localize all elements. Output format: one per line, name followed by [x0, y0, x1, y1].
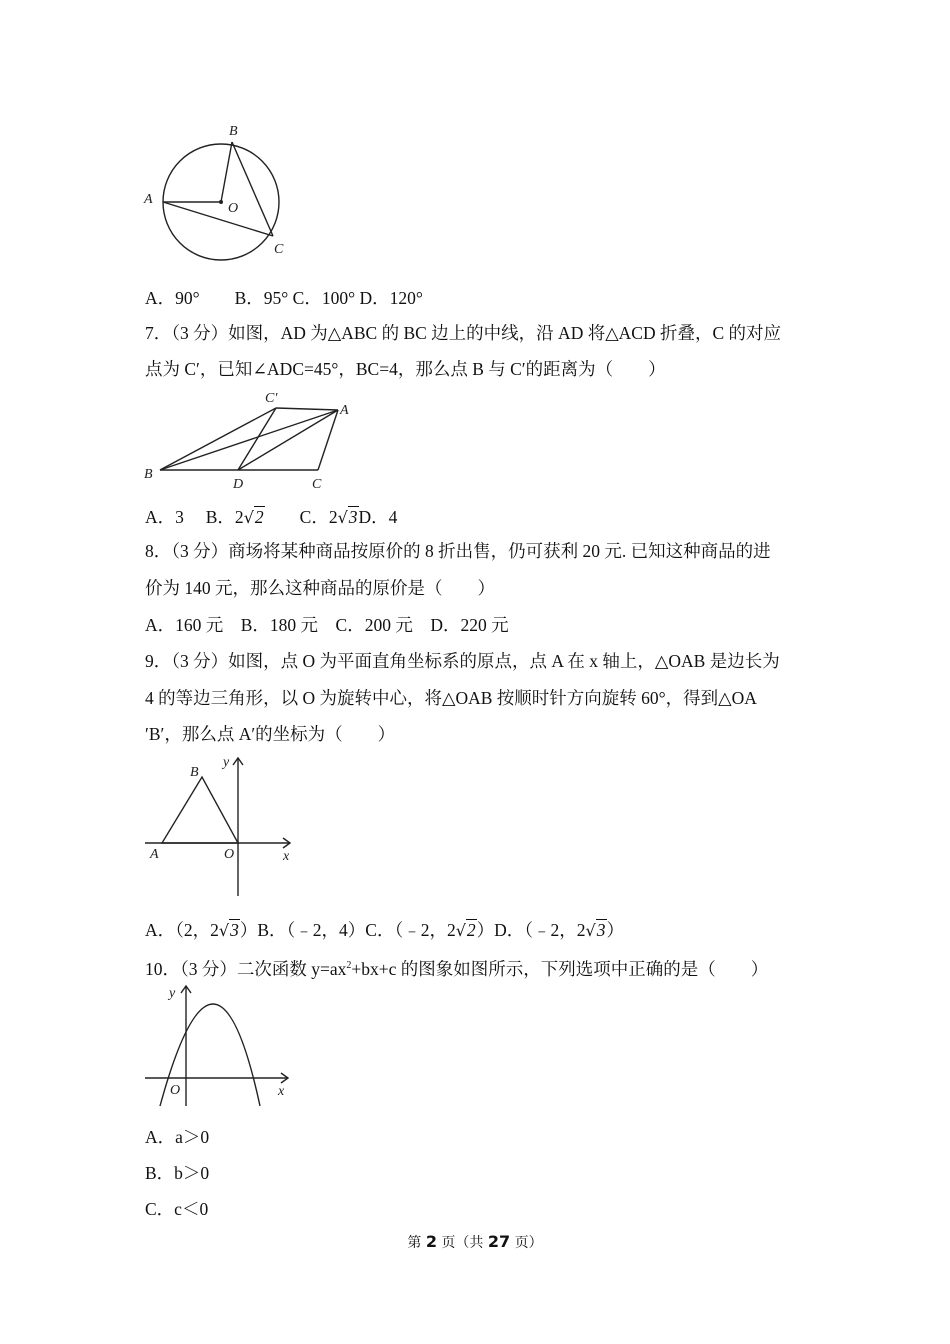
- q10-line: 10．（3 分）二次函数 $y=ax^2+bx+c$ 的图象如图所示，下列选项中正确的是（ ）: [145, 958, 769, 979]
- q9-line1: 9．（3 分）如图，点 O 为平面直角坐标系的原点，点 A 在 x 轴上，△OAB 是边长为: [145, 651, 780, 671]
- label-a: A: [150, 847, 159, 862]
- label-a: A: [340, 403, 349, 418]
- q7-triangle-figure: [140, 386, 370, 496]
- sqrt-three: √3: [218, 920, 239, 940]
- label-o: O: [224, 847, 235, 862]
- q9-opt-end: ）: [606, 920, 624, 940]
- q7-opt-ab: A．3 B．2: [145, 507, 244, 527]
- q7-opt-c: C．2: [264, 507, 338, 527]
- q9-coordinate-figure: [140, 750, 300, 900]
- sqrt-three: √3: [585, 920, 606, 940]
- page-number: 2: [425, 1232, 437, 1251]
- label-a: A: [144, 192, 153, 207]
- q6-circle-figure: [140, 118, 300, 278]
- q10-option-a: A．a＞0: [145, 1127, 210, 1147]
- q8-line2: 价为 140 元，那么这种商品的原价是（ ）: [145, 578, 495, 598]
- label-o: O: [228, 201, 239, 216]
- q9-opt-d: ）D．（﹣2，2: [476, 920, 586, 940]
- sqrt-three: √3: [337, 507, 358, 527]
- page-footer: 第 2 页（共 27 页）: [407, 1232, 543, 1251]
- sqrt-two: √2: [455, 920, 476, 940]
- label-x: x: [278, 1084, 285, 1099]
- sqrt-two: √2: [243, 507, 264, 527]
- label-b: B: [229, 124, 238, 139]
- label-o: O: [170, 1083, 181, 1098]
- label-c: C: [274, 242, 284, 257]
- q9-opt-bc: ）B．（﹣2，4）C．（﹣2，2: [239, 920, 456, 940]
- label-b: B: [144, 467, 153, 482]
- label-c: C: [312, 477, 322, 492]
- q8-line1: 8．（3 分）商场将某种商品按原价的 8 折出售，仍可获利 20 元. 已知这种商品的进: [145, 541, 771, 561]
- q9-options: [145, 919, 624, 942]
- label-x: x: [283, 849, 290, 864]
- q10-parabola-figure: [140, 982, 300, 1107]
- q7-line1: 7．（3 分）如图，AD 为△ABC 的 BC 边上的中线，沿 AD 将△ACD 折叠，C 的对应: [145, 323, 782, 343]
- label-c-prime: C′: [265, 391, 278, 406]
- label-b: B: [190, 765, 199, 780]
- label-d: D: [233, 477, 244, 492]
- q10-option-c: C．c＜0: [145, 1199, 209, 1219]
- q8-options: A．160 元 B．180 元 C．200 元 D．220 元: [145, 615, 509, 635]
- q7-opt-d: D．4: [358, 507, 398, 527]
- label-y: y: [223, 755, 230, 770]
- q10-option-b: B．b＞0: [145, 1163, 210, 1183]
- page-total: 27: [487, 1232, 511, 1251]
- q6-options: A．90° B．95° C．100° D．120°: [145, 288, 423, 308]
- q9-line2: 4 的等边三角形，以 O 为旋转中心，将△OAB 按顺时针方向旋转 60°，得到△OA: [145, 688, 757, 708]
- label-y: y: [169, 986, 176, 1001]
- q9-opt-a: A．（2，2: [145, 920, 219, 940]
- q9-line3: ′B′，那么点 A′的坐标为（ ）: [145, 724, 396, 744]
- q7-options: [145, 506, 397, 529]
- q7-line2: 点为 C′，已知∠ADC=45°，BC=4，那么点 B 与 C′的距离为（ ）: [145, 359, 666, 379]
